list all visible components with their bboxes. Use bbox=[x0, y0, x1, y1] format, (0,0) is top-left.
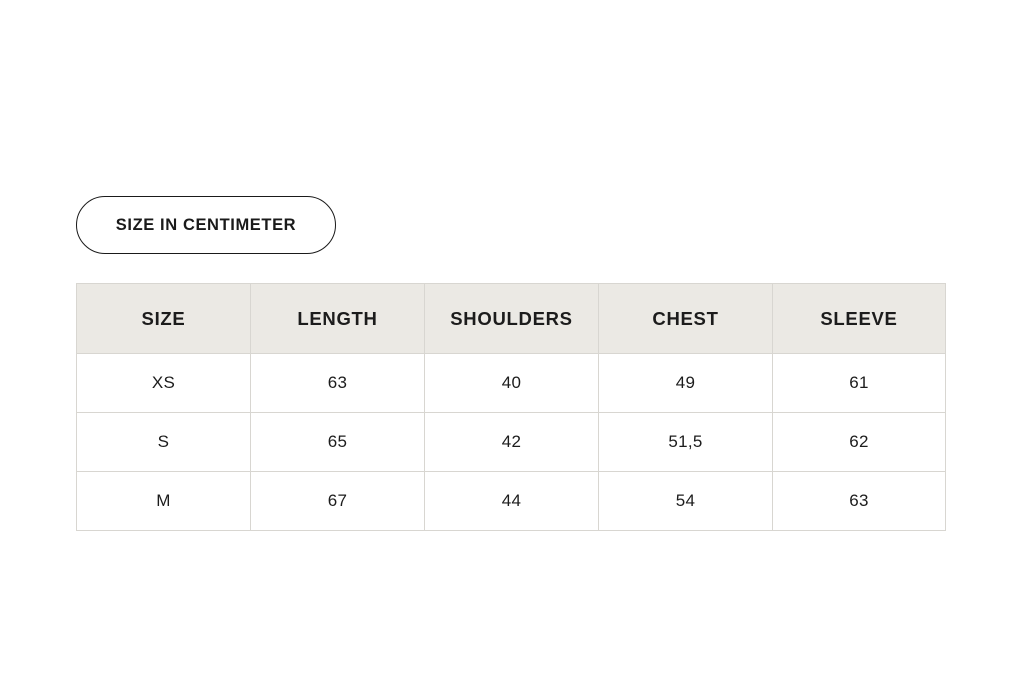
cell-sleeve: 61 bbox=[773, 354, 946, 413]
table-body bbox=[77, 354, 946, 531]
cell-shoulders: 40 bbox=[425, 354, 599, 413]
cell-chest: 49 bbox=[599, 354, 773, 413]
cell-length: 65 bbox=[251, 413, 425, 472]
table-header-row bbox=[77, 284, 946, 354]
table-row bbox=[77, 413, 946, 472]
size-unit-badge-label: SIZE IN CENTIMETER bbox=[115, 215, 297, 234]
column-header-sleeve: SLEEVE bbox=[773, 284, 946, 354]
cell-sleeve: 62 bbox=[773, 413, 946, 472]
cell-length: 63 bbox=[251, 354, 425, 413]
cell-chest: 51,5 bbox=[599, 413, 773, 472]
size-chart-table bbox=[76, 283, 946, 531]
cell-size: S bbox=[77, 413, 251, 472]
column-header-shoulders: SHOULDERS bbox=[425, 284, 599, 354]
size-unit-badge bbox=[76, 196, 336, 254]
cell-shoulders: 42 bbox=[425, 413, 599, 472]
column-header-chest: CHEST bbox=[599, 284, 773, 354]
cell-shoulders: 44 bbox=[425, 472, 599, 531]
cell-sleeve: 63 bbox=[773, 472, 946, 531]
table-row bbox=[77, 354, 946, 413]
cell-size: M bbox=[77, 472, 251, 531]
table-row bbox=[77, 472, 946, 531]
table-header bbox=[77, 284, 946, 354]
cell-length: 67 bbox=[251, 472, 425, 531]
cell-chest: 54 bbox=[599, 472, 773, 531]
column-header-size: SIZE bbox=[77, 284, 251, 354]
cell-size: XS bbox=[77, 354, 251, 413]
column-header-length: LENGTH bbox=[251, 284, 425, 354]
